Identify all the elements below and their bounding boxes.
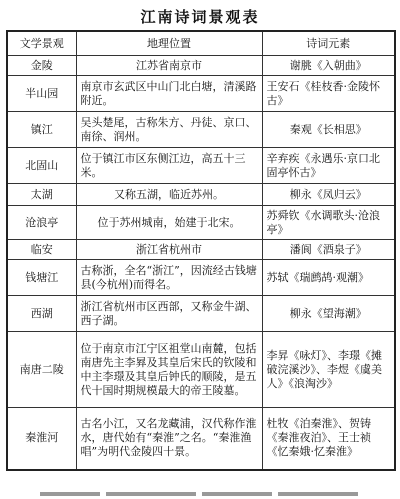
poetry-cell: 杜牧《泊秦淮》、贺铸《秦淮夜泊》、王士祯《忆秦娥·忆秦淮》 (262, 408, 395, 470)
table-row (7, 240, 395, 260)
table-title: 江南诗词景观表 (140, 8, 260, 26)
table-row (7, 184, 395, 206)
poetry-cell: 柳永《望海潮》 (262, 296, 395, 332)
table-row (7, 56, 395, 76)
header-landscape: 文学景观 (7, 31, 76, 56)
table-row (7, 332, 395, 408)
landscape-name: 金陵 (7, 56, 76, 76)
location-cell: 位于苏州城南，始建于北宋。 (76, 206, 262, 240)
landscape-name: 北固山 (7, 148, 76, 184)
landscape-name: 太湖 (7, 184, 76, 206)
landscape-name: 沧浪亭 (7, 206, 76, 240)
location-cell: 位于南京市江宁区祖堂山南麓，包括南唐先主李昪及其皇后宋氏的钦陵和中主李璟及其皇后钟氏的顺陵，是五代十国时期规模最大的帝王陵墓。 (76, 332, 262, 408)
location-cell: 古称浙，全名“浙江”，因流经古钱塘县(今杭州)而得名。 (76, 260, 262, 296)
table-row (7, 112, 395, 148)
table-row (7, 76, 395, 112)
poetry-cell: 秦观《长相思》 (262, 112, 395, 148)
location-cell: 浙江省杭州市 (76, 240, 262, 260)
poetry-cell: 李昇《咏灯》、李璟《摊破浣溪沙》、李煜《虞美人》《浪淘沙》 (262, 332, 395, 408)
location-cell: 吴头楚尾，古称朱方、丹徒、京口、南徐、润州。 (76, 112, 262, 148)
location-cell: 位于镇江市区东侧江边，高五十三米。 (76, 148, 262, 184)
landscape-name: 南唐二陵 (7, 332, 76, 408)
landscape-name: 半山园 (7, 76, 76, 112)
poetry-cell: 王安石《桂枝香·金陵怀古》 (262, 76, 395, 112)
poetry-cell: 潘阆《酒泉子》 (262, 240, 395, 260)
poetry-cell: 苏舜钦《水调歌头·沧浪亭》 (262, 206, 395, 240)
poetry-cell: 柳永《凤归云》 (262, 184, 395, 206)
location-cell: 南京市玄武区中山门北白塘，清溪路附近。 (76, 76, 262, 112)
location-cell: 江苏省南京市 (76, 56, 262, 76)
landscape-name: 秦淮河 (7, 408, 76, 470)
header-poetry: 诗词元素 (262, 31, 395, 56)
location-cell: 又称五湖，临近苏州。 (76, 184, 262, 206)
location-cell: 浙江省杭州市区西部，又称金牛湖、西子湖。 (76, 296, 262, 332)
poetry-cell: 辛弃疾《永遇乐·京口北固亭怀古》 (262, 148, 395, 184)
table-row (7, 260, 395, 296)
landscape-name: 镇江 (7, 112, 76, 148)
header-row (7, 31, 395, 56)
table-row (7, 206, 395, 240)
table-row (7, 296, 395, 332)
location-cell: 古名小江，又名龙藏浦，汉代称作淮水，唐代始有“秦淮”之名。“秦淮渔唱”为明代金陵四十景。 (76, 408, 262, 470)
landscape-name: 临安 (7, 240, 76, 260)
landscape-name: 钱塘江 (7, 260, 76, 296)
table-row (7, 148, 395, 184)
poetry-cell: 谢朓《入朝曲》 (262, 56, 395, 76)
header-location: 地理位置 (76, 31, 262, 56)
poetry-cell: 苏轼《瑞鹧鸪·观潮》 (262, 260, 395, 296)
cut-off-text-strip (0, 492, 400, 499)
table-row (7, 408, 395, 470)
poetry-landscape-table (6, 30, 396, 471)
landscape-name: 西湖 (7, 296, 76, 332)
